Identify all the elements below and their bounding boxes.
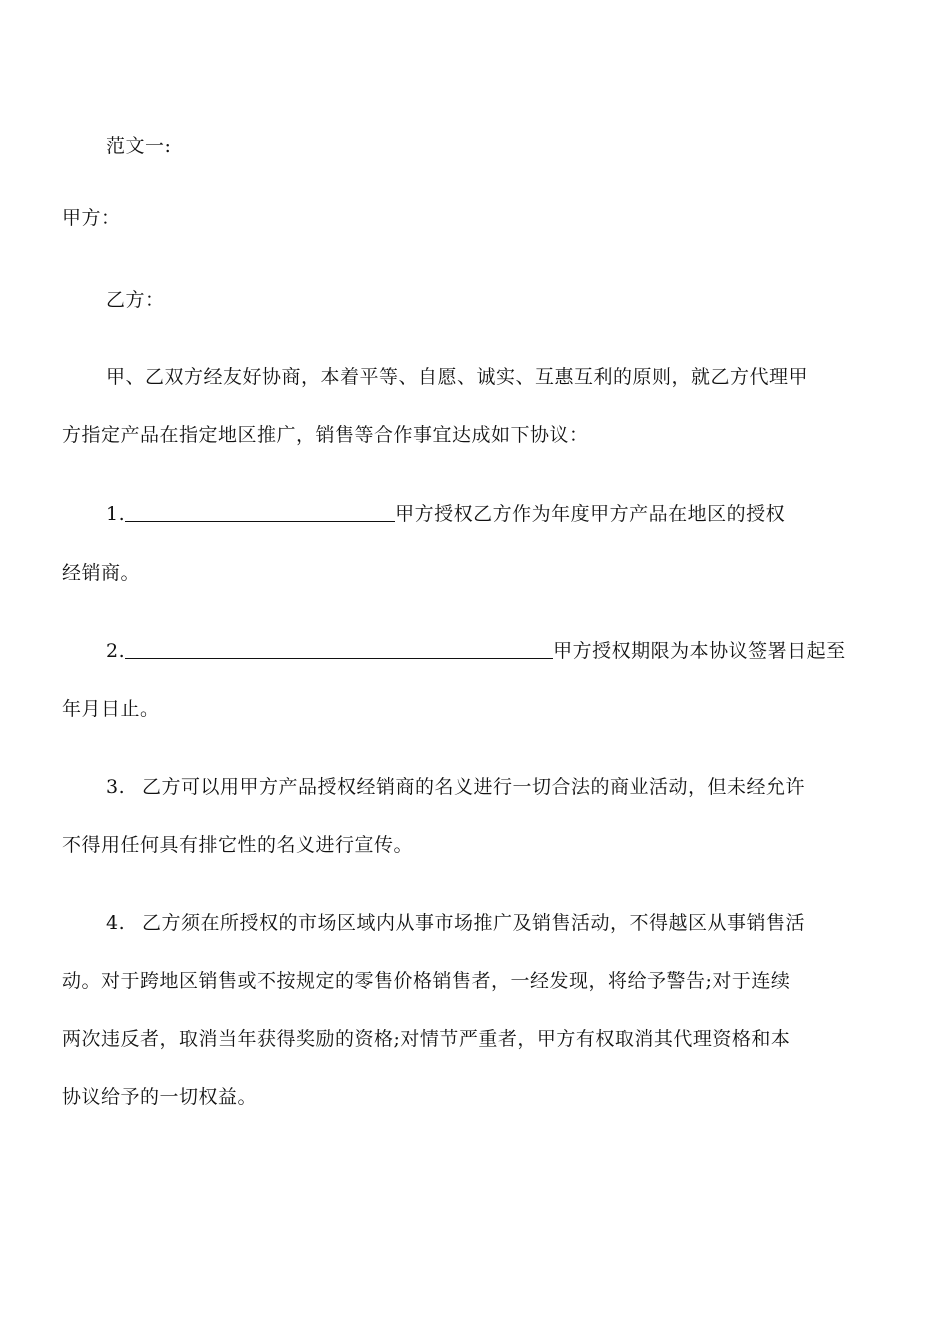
clause-2-line-2: 年月日止。 bbox=[62, 698, 160, 720]
clause-1-line-1 bbox=[106, 502, 785, 526]
preamble-line-1: 甲、乙双方经友好协商，本着平等、自愿、诚实、互惠互利的原则，就乙方代理甲 bbox=[106, 366, 809, 388]
clause-text: 乙方须在所授权的市场区域内从事市场推广及销售活动，不得越区从事销售活 bbox=[142, 912, 806, 934]
fill-in-blank bbox=[125, 503, 395, 522]
clause-number: 3. bbox=[106, 776, 126, 798]
clause-4-line-2: 动。对于跨地区销售或不按规定的零售价格销售者，一经发现，将给予警告;对于连续 bbox=[62, 970, 791, 992]
party-a-label: 甲方： bbox=[62, 207, 121, 229]
clause-text: 甲方授权乙方作为年度甲方产品在地区的授权 bbox=[395, 503, 786, 525]
preamble-line-2: 方指定产品在指定地区推广，销售等合作事宜达成如下协议： bbox=[62, 424, 589, 446]
clause-4-line-3: 两次违反者，取消当年获得奖励的资格;对情节严重者，甲方有权取消其代理资格和本 bbox=[62, 1028, 791, 1050]
clause-3-line-1 bbox=[106, 775, 805, 799]
party-b-label: 乙方： bbox=[106, 289, 165, 311]
clause-4-line-1 bbox=[106, 911, 805, 935]
clause-3-line-2: 不得用任何具有排它性的名义进行宣传。 bbox=[62, 834, 414, 856]
heading-sample-one: 范文一: bbox=[106, 135, 172, 157]
clause-number: 4. bbox=[106, 912, 126, 934]
clause-text: 甲方授权期限为本协议签署日起至 bbox=[553, 640, 846, 662]
clause-2-line-1 bbox=[106, 639, 846, 663]
fill-in-blank bbox=[125, 640, 553, 659]
clause-number: 2. bbox=[106, 640, 126, 662]
clause-number: 1. bbox=[106, 503, 126, 525]
clause-1-line-2: 经销商。 bbox=[62, 562, 141, 584]
clause-4-line-4: 协议给予的一切权益。 bbox=[62, 1086, 258, 1108]
clause-text: 乙方可以用甲方产品授权经销商的名义进行一切合法的商业活动，但未经允许 bbox=[142, 776, 806, 798]
